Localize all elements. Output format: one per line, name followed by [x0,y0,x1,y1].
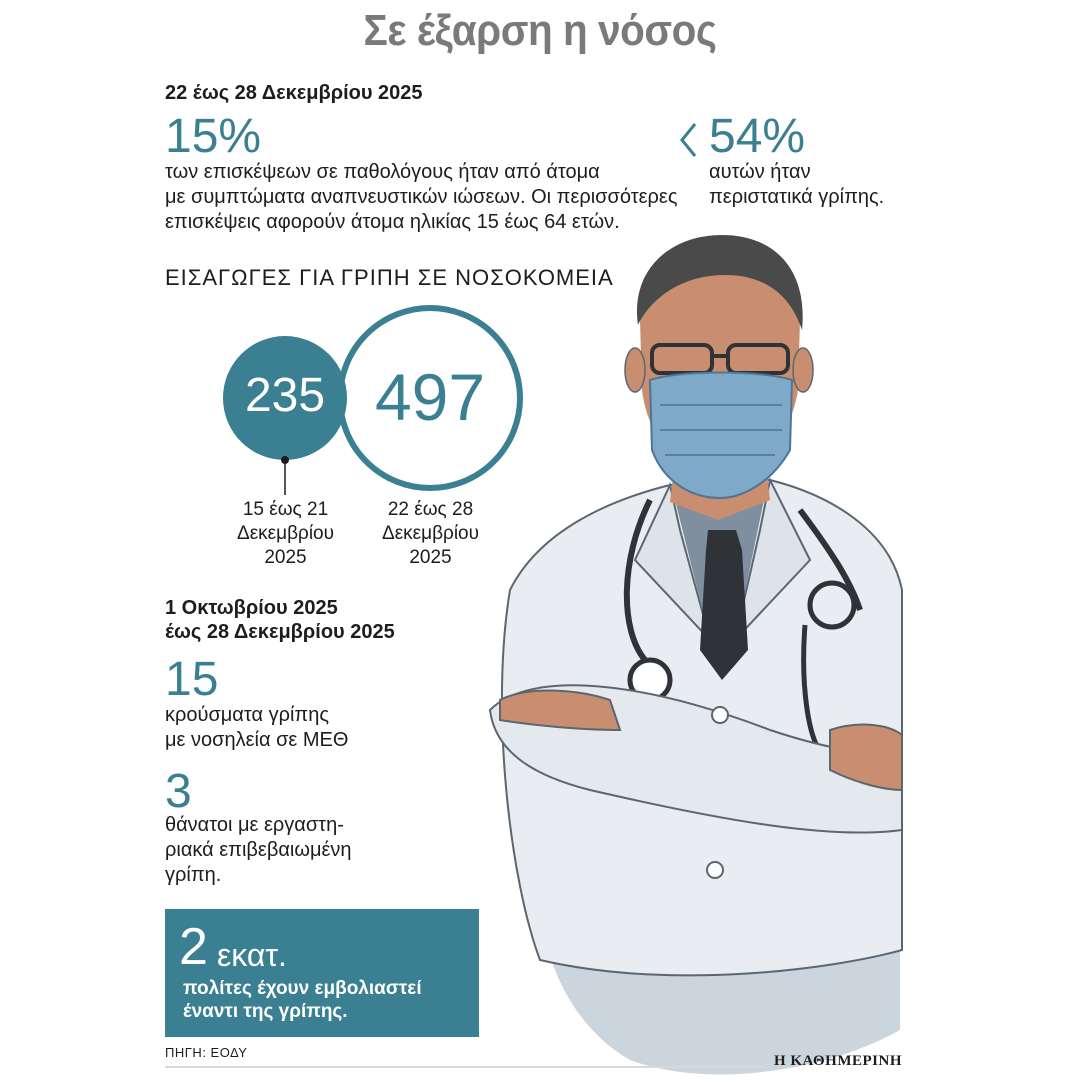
current-admissions-value: 497 [374,360,486,434]
deaths-line-3: γρίπη. [165,864,222,886]
visits-line-1: των επισκέψεων σε παθολόγους ήταν από άτομα [165,161,600,183]
chevron-left-icon [677,120,699,160]
previous-label-line-3: 2025 [264,547,307,568]
flu-percentage: 54% [709,110,806,163]
icu-line-1: κρούσματα γρίπης [165,704,329,726]
vaccination-line-2: έναντι της γρίπης. [183,1001,348,1022]
period-heading-1: 22 έως 28 Δεκεμβρίου 2025 [165,82,423,104]
flu-description [709,160,884,210]
vaccination-value: 2 [179,918,208,976]
visits-description [165,160,677,235]
vaccination-unit: εκατ. [217,937,287,973]
deaths-description [165,813,352,888]
vaccination-description [183,977,422,1023]
period-heading-2 [165,596,395,644]
flu-line-1: αυτών ήταν [709,161,811,183]
doctor-illustration [470,230,910,1080]
page-title: Σε έξαρση η νόσος [363,6,717,55]
deaths-line-2: ριακά επιβεβαιωμένη [165,839,352,861]
icu-description [165,703,348,753]
visits-percentage: 15% [165,110,262,163]
current-label-line-1: 22 έως 28 [387,499,474,520]
icu-value: 15 [165,653,219,706]
period2-line-2: έως 28 Δεκεμβρίου 2025 [165,621,395,643]
current-week-label [358,498,503,570]
visits-line-2: με συμπτώματα αναπνευστικών ιώσεων. Οι περισσότερες [165,186,678,208]
vaccination-line-1: πολίτες έχουν εμβολιαστεί [183,978,422,999]
source-note: ΠΗΓΗ: ΕΟΔΥ [165,1045,248,1060]
current-label-line-2: Δεκεμβρίου [382,523,479,544]
flu-line-2: περιστατικά γρίπης. [709,186,885,208]
deaths-line-1: θάνατοι με εργαστη- [165,814,344,836]
visits-line-3: επισκέψεις αφορούν άτομα ηλικίας 15 έως 64 ετών. [165,211,620,233]
previous-label-line-1: 15 έως 21 [242,499,329,520]
icu-line-2: με νοσηλεία σε ΜΕΘ [165,729,349,751]
previous-label-line-2: Δεκεμβρίου [237,523,334,544]
deaths-value: 3 [165,765,192,818]
publisher-logo: Η ΚΑΘΗΜΕΡΙΝΗ [773,1053,902,1069]
admissions-heading: ΕΙΣΑΓΩΓΕΣ ΓΙΑ ΓΡΙΠΗ ΣΕ ΝΟΣΟΚΟΜΕΙΑ [165,265,614,290]
current-label-line-3: 2025 [409,547,452,568]
footer-divider [165,1066,765,1068]
vaccination-box [165,909,479,1037]
previous-admissions-value: 235 [244,369,326,422]
previous-week-label [213,498,358,570]
period2-line-1: 1 Οκτωβρίου 2025 [165,597,338,619]
